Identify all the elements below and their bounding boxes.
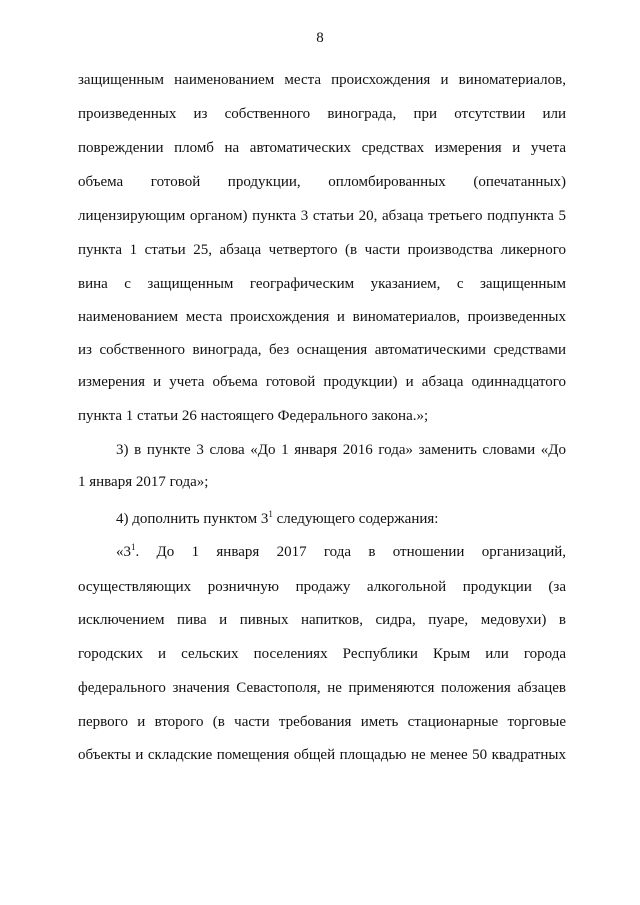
text-line: пункта 1 статьи 25, абзаца четвертого (в части производства ликерного bbox=[78, 242, 566, 258]
superscript: 1 bbox=[268, 509, 273, 519]
text-line: наименованием места происхождения и виноматериалов, произведенных bbox=[78, 309, 566, 325]
superscript: 1 bbox=[131, 542, 136, 552]
text-line: объекты и складские помещения общей площадью не менее 50 квадратных bbox=[78, 747, 566, 763]
text-line: из собственного винограда, без оснащения автоматическими средствами bbox=[78, 342, 566, 358]
text-line: городских и сельских поселениях Республики Крым или города bbox=[78, 646, 566, 662]
text-line: федерального значения Севастополя, не применяются положения абзацев bbox=[78, 680, 566, 696]
text-line: 1 января 2017 года»; bbox=[78, 474, 209, 490]
text-line: исключением пива и пивных напитков, сидра, пуаре, медовухи) в bbox=[78, 612, 566, 628]
text-line bbox=[116, 542, 566, 562]
text-segment: 4) дополнить пунктом 3 bbox=[116, 511, 269, 527]
text-segment: . До 1 января 2017 года в отношении организаций, bbox=[135, 544, 566, 560]
text-line: лицензирующим органом) пункта 3 статьи 20, абзаца третьего подпункта 5 bbox=[78, 208, 566, 224]
text-line: первого и второго (в части требования иметь стационарные торговые bbox=[78, 714, 566, 730]
text-line bbox=[116, 509, 566, 529]
text-line: повреждении пломб на автоматических средствах измерения и учета bbox=[78, 140, 566, 156]
text-line: объема готовой продукции, опломбированных (опечатанных) bbox=[78, 174, 566, 190]
text-line: пункта 1 статьи 26 настоящего Федерального закона.»; bbox=[78, 408, 429, 424]
text-segment: «3 bbox=[116, 544, 131, 560]
text-line: защищенным наименованием места происхождения и виноматериалов, bbox=[78, 72, 566, 88]
text-line: вина с защищенным географическим указанием, с защищенным bbox=[78, 276, 566, 292]
text-line: осуществляющих розничную продажу алкогольной продукции (за bbox=[78, 579, 566, 595]
text-line: измерения и учета объема готовой продукции) и абзаца одиннадцатого bbox=[78, 374, 566, 390]
page-number: 8 bbox=[316, 30, 324, 46]
text-line: 3) в пункте 3 слова «До 1 января 2016 года» заменить словами «До bbox=[116, 442, 566, 458]
text-line: произведенных из собственного винограда, при отсутствии или bbox=[78, 106, 566, 122]
text-segment: следующего содержания: bbox=[272, 511, 439, 527]
